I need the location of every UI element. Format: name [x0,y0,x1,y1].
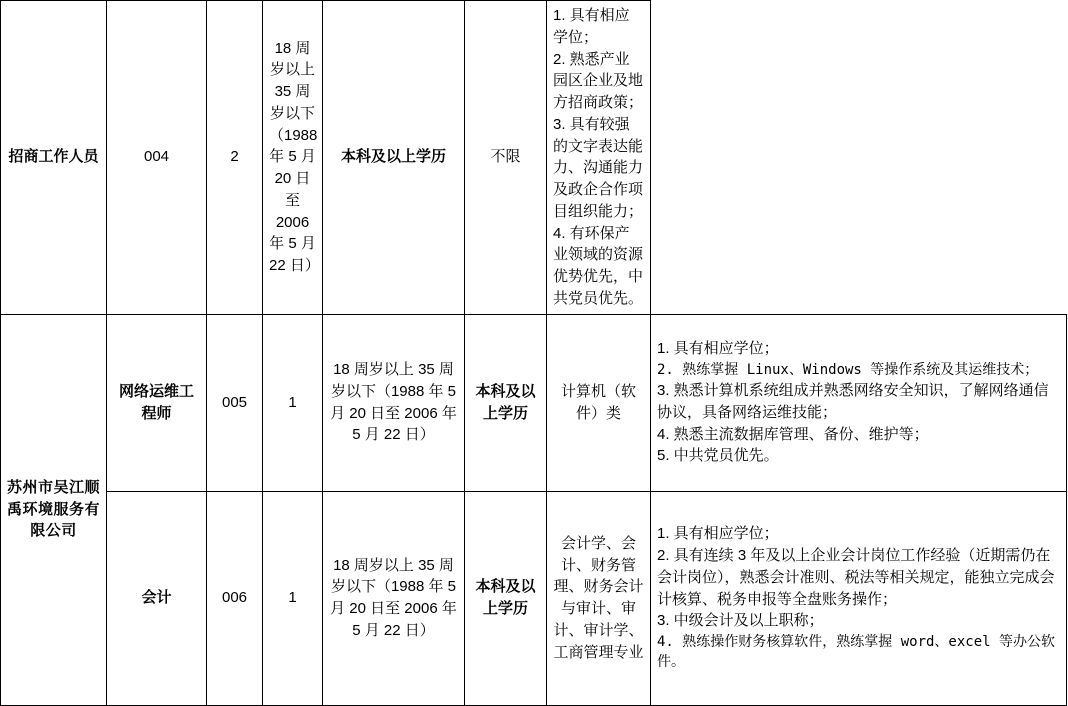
major-requirement-cell: 计算机（软件）类 [547,314,651,491]
requirement-line: 4. 有环保产业领域的资源优势优先，中共党员优先。 [553,224,644,307]
age-requirement-cell: 18 周岁以上 35 周岁以下（1988 年 5 月 20 日至 2006 年 5 月 22 日） [263,1,323,315]
requirement-line: 3. 熟悉计算机系统组成并熟悉网络安全知识，了解网络通信协议，具备网络运维技能； [657,382,1049,421]
requirement-line: 2. 熟练掌握 Linux、Windows 等操作系统及其运维技术； [657,361,1039,378]
requirement-line: 2. 熟悉产业园区企业及地方招商政策； [553,50,644,111]
post-code-cell: 006 [207,491,263,705]
headcount-cell: 1 [263,491,323,705]
other-requirements-cell [547,1,651,315]
headcount-cell: 2 [207,1,263,315]
education-requirement-cell: 本科及以上学历 [465,491,547,705]
post-name-cell: 网络运维工程师 [107,314,207,491]
requirement-line: 1. 具有相应学位； [553,7,630,46]
major-requirement-cell: 会计学、会计、财务管理、财务会计与审计、审计、审计学、工商管理专业 [547,491,651,705]
education-requirement-cell: 本科及以上学历 [465,314,547,491]
headcount-cell: 1 [263,314,323,491]
table-row [1,491,1067,705]
other-requirements-cell [651,314,1067,491]
requirement-line: 3. 具有较强的文字表达能力、沟通能力及政企合作项目组织能力； [553,115,644,220]
table-row [1,314,1067,491]
requirement-line: 2. 具有连续 3 年及以上企业会计岗位工作经验（近期需仍在会计岗位），熟悉会计准则、税法等相关规定，能独立完成会计核算、税务申报等全盘账务操作； [657,547,1055,608]
table-row [1,1,1067,315]
other-requirements-cell [651,491,1067,705]
education-requirement-cell: 本科及以上学历 [323,1,465,315]
age-requirement-cell: 18 周岁以上 35 周岁以下（1988 年 5 月 20 日至 2006 年 5 月 22 日） [323,491,465,705]
requirement-line: 1. 具有相应学位； [657,525,779,543]
post-code-cell: 004 [107,1,207,315]
post-name-cell: 招商工作人员 [1,1,107,315]
requirement-line: 1. 具有相应学位； [657,339,779,357]
requirement-line: 4. 熟悉主流数据库管理、备份、维护等； [657,425,929,443]
requirement-line: 4. 熟练操作财务核算软件，熟练掌握 word、excel 等办公软件。 [657,634,1056,671]
requirement-line: 5. 中共党员优先。 [657,447,779,465]
post-code-cell: 005 [207,314,263,491]
age-requirement-cell: 18 周岁以上 35 周岁以下（1988 年 5 月 20 日至 2006 年 5 月 22 日） [323,314,465,491]
company-name-cell: 苏州市吴江顺禹环境服务有限公司 [1,314,107,705]
requirement-line: 3. 中级会计及以上职称； [657,612,824,630]
major-requirement-cell: 不限 [465,1,547,315]
post-name-cell: 会计 [107,491,207,705]
